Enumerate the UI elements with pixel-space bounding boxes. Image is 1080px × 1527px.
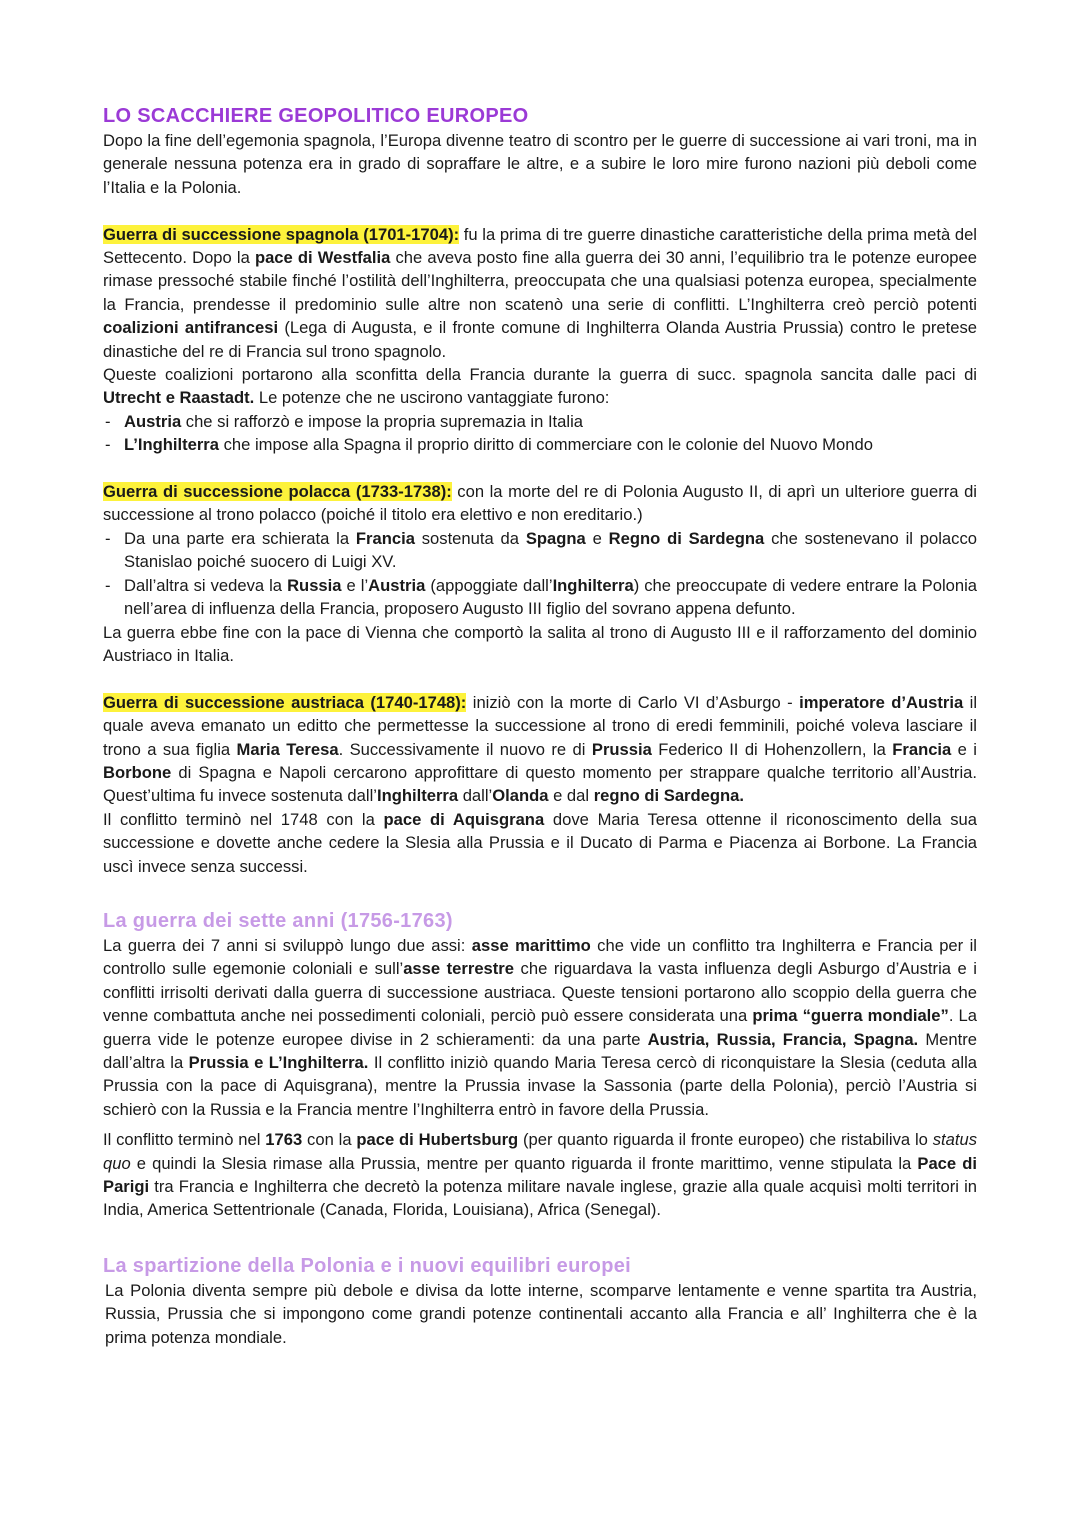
austriaca-paragraph-2: Il conflitto terminò nel 1748 con la pace di Aquisgrana dove Maria Teresa ottenne il riconoscimento della sua successione e dovette anche cedere la Slesia alla Prussia e il Ducato di Parma e Piacenza ai Borbone. La Francia uscì invece senza successi. <box>103 809 977 876</box>
polonia-heading: La spartizione della Polonia e i nuovi equilibri europei <box>103 1254 632 1277</box>
spagnola-paragraph: Guerra di successione spagnola (1701-1704): fu la prima di tre guerre dinastiche caratteristiche della prima metà del Settecento. Dopo la pace di Westfalia che aveva posto fine alla guerra dei 30 anni, l’equilibrio tra le potenze europee rimase pressoché stabile finché l’ostilità dell’Inghilterra, preoccupata che una qualsiasi potenza europea, specialmente la Francia, prendesse il predominio sulle altre non scatenò una serie di conflitti. L’Inghilterra creò perciò potenti coalizioni antifrancesi (Lega di Augusta, e il fronte comune di Inghilterra Olanda Austria Prussia) contro le pretese dinastiche del re di Francia sul trono spagnolo. <box>103 224 978 361</box>
list-item: - L’Inghilterra che impose alla Spagna il proprio diritto di commerciare con le colonie del Nuovo Mondo <box>103 433 977 456</box>
spagnola-heading: Guerra di successione spagnola (1701-1704): <box>103 224 460 244</box>
list-item: - Austria che si rafforzò e impose la propria supremazia in Italia <box>103 410 977 433</box>
list-item: - Dall’altra si vedeva la Russia e l’Austria (appoggiate dall’Inghilterra) che preoccupate di vedere entrare la Polonia nell’area di influenza della Francia, proposero Augusto III figlio del sovrano appena defunto. <box>103 574 977 621</box>
settanni-paragraph: La guerra dei 7 anni si sviluppò lungo due assi: asse marittimo che vide un conflitto tra Inghilterra e Francia per il controllo sulle egemonie coloniali e sull’asse terrestre che riguardava la vasta influenza degli Asburgo d’Austria e i conflitti irrisolti derivati dalla guerra di successione austriaca. Queste tensioni portarono allo scoppio della guerra che venne combattuta anche nei possedimenti coloniali, perciò può essere considerata una prima “guerra mondiale”. La guerra vide le potenze europee divise in 2 schieramenti: da una parte Austria, Russia, Francia, Spagna. Mentre dall’altra la Prussia e L’Inghilterra. Il conflitto iniziò quando Maria Teresa cercò di riconquistare la Slesia (ceduta alla Prussia con la pace di Aquisgrana), mentre la Prussia invase la Sassonia (parte della Polonia), perciò l’Austria si schierò con la Russia e la Francia mentre l’Inghilterra entrò in favore della Prussia. <box>103 935 977 1119</box>
austriaca-heading: Guerra di successione austriaca (1740-1748): <box>103 692 467 712</box>
polacca-list <box>103 527 977 621</box>
settanni-heading: La guerra dei sette anni (1756-1763) <box>103 909 453 932</box>
settanni-paragraph-2: Il conflitto terminò nel 1763 con la pace di Hubertsburg (per quanto riguarda il fronte europeo) che ristabiliva lo status quo e quindi la Slesia rimase alla Prussia, mentre per quanto riguarda il fronte marittimo, venne stipulata la Pace di Parigi tra Francia e Inghilterra che decretò la potenza militare navale inglese, grazie alla quale acquisì molti territori in India, America Settentrionale (Canada, Florida, Louisiana), Africa (Senegal). <box>103 1130 977 1220</box>
austriaca-paragraph: Guerra di successione austriaca (1740-1748): iniziò con la morte di Carlo VI d’Asburgo - imperatore d’Austria il quale aveva emanato un editto che permettesse la successione al trono di eredi femminili, poiché voleva lasciare il trono a sua figlia Maria Teresa. Successivamente il nuovo re di Prussia Federico II di Hohenzollern, la Francia e i Borbone di Spagna e Napoli cercarono approfittare di questo momento per strappare qualche territorio all’Austria. Quest’ultima fu invece sostenuta dall’Inghilterra dall’Olanda e dal regno di Sardegna. <box>103 692 978 806</box>
polonia-paragraph: La Polonia diventa sempre più debole e divisa da lotte interne, scomparve lentamente e venne spartita tra Austria, Russia, Prussia che si impongono come grandi potenze continentali accanto alla Francia e all’ Inghilterra che è la prima potenza mondiale. <box>105 1280 977 1347</box>
spagnola-paragraph-2: Queste coalizioni portarono alla sconfitta della Francia durante la guerra di succ. spagnola sancita dalle paci di Utrecht e Raastadt. Le potenze che ne uscirono vantaggiate furono: <box>103 365 977 408</box>
polacca-conclusion: La guerra ebbe fine con la pace di Vienna che comportò la salita al trono di Augusto III e il rafforzamento del dominio Austriaco in Italia. <box>103 622 977 665</box>
intro-paragraph: Dopo la fine dell’egemonia spagnola, l’Europa divenne teatro di scontro per le guerre di successione ai vari troni, ma in generale nessuna potenza era in grado di sopraffare le altre, e a subire le loro mire furono nazioni più deboli come l’Italia e la Polonia. <box>103 131 977 197</box>
document-content <box>103 104 977 1349</box>
polacca-heading: Guerra di successione polacca (1733-1738): <box>103 482 452 502</box>
list-item: - Da una parte era schierata la Francia sostenuta da Spagna e Regno di Sardegna che sostenevano il polacco Stanislao poiché suocero di Luigi XV. <box>103 527 977 574</box>
polacca-paragraph: Guerra di successione polacca (1733-1738): con la morte del re di Polonia Augusto II, di aprì un ulteriore guerra di successione al trono polacco (poiché il titolo era elettivo e non ereditario.) <box>103 482 977 525</box>
spagnola-list <box>103 410 977 457</box>
page-title: LO SCACCHIERE GEOPOLITICO EUROPEO <box>103 105 529 127</box>
